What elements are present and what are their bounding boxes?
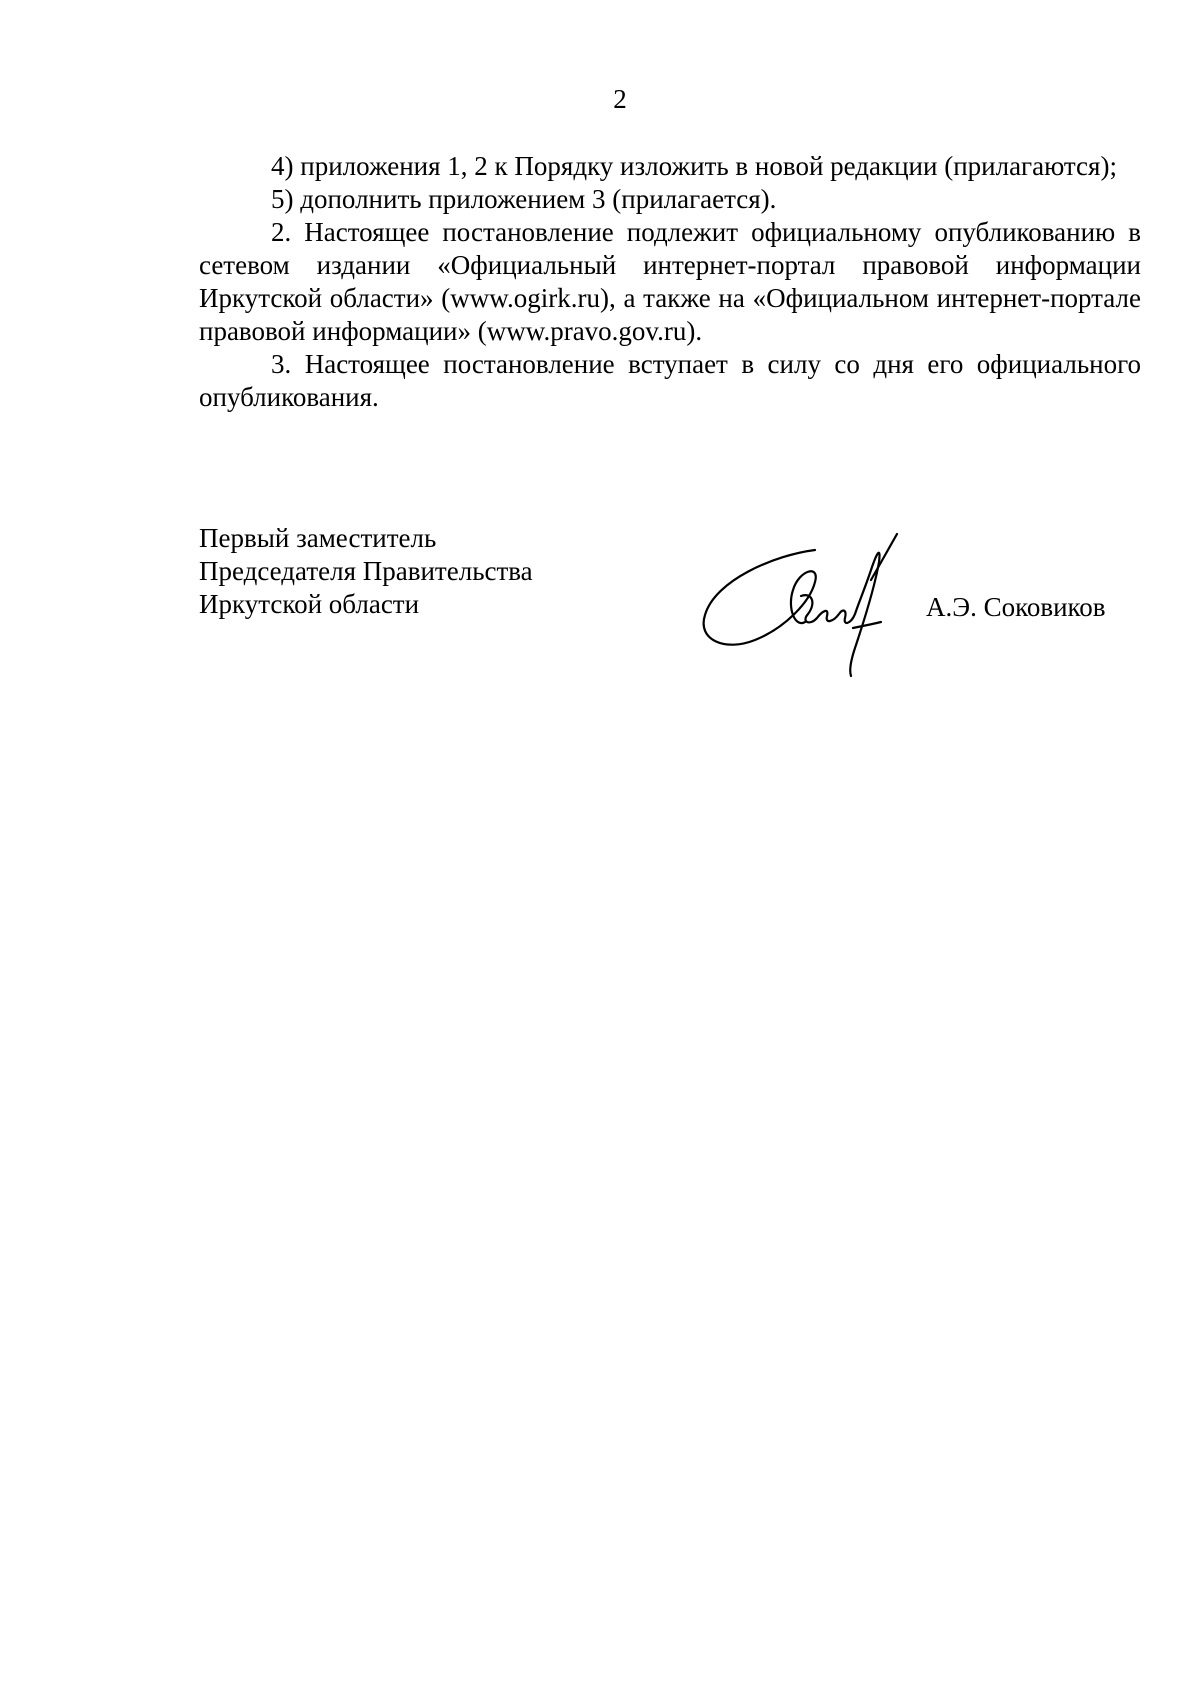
signer-position-line: Первый заместитель — [199, 523, 437, 553]
signer-position — [199, 522, 533, 621]
paragraph-item-4: 4) приложения 1, 2 к Порядку изложить в новой редакции (прилагаются); — [271, 151, 1117, 181]
page-number: 2 — [613, 84, 627, 114]
signer-position-line: Председателя Правительства — [199, 556, 533, 586]
signer-name: А.Э. Соковиков — [926, 592, 1106, 622]
document-body — [199, 150, 1141, 414]
paragraph-entry-into-force: 3. Настоящее постановление вступает в силу со дня его официального опубликования. — [199, 349, 1141, 412]
signer-position-line: Иркутской области — [199, 589, 420, 619]
paragraph-publication: 2. Настоящее постановление подлежит официальному опубликованию в сетевом издании «Официальный интернет-портал правовой информации Иркутской области» (www.ogirk.ru), а также на «Официальном интернет-портале правовой информации» (www.pravo.gov.ru). — [199, 217, 1141, 346]
paragraph-item-5: 5) дополнить приложением 3 (прилагается). — [271, 184, 777, 214]
handwritten-signature — [695, 530, 935, 680]
signature-drawing — [695, 530, 935, 680]
